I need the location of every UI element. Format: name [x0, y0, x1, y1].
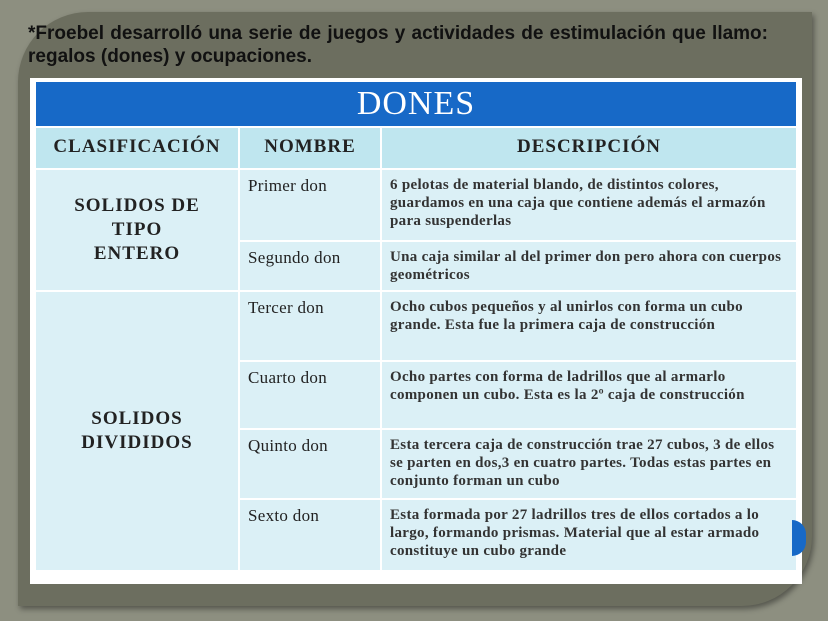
- row-name: Primer don: [240, 170, 380, 240]
- group-solidos-entero: SOLIDOS DE TIPO ENTERO: [36, 170, 238, 290]
- header-descripcion: DESCRIPCIÓN: [382, 128, 796, 168]
- row-desc: Ocho cubos pequeños y al unirlos con forma un cubo grande. Esta fue la primera caja de construcción: [382, 292, 796, 360]
- row-name: Cuarto don: [240, 362, 380, 428]
- row-desc: Una caja similar al del primer don pero ahora con cuerpos geométricos: [382, 242, 796, 290]
- row-desc: Ocho partes con forma de ladrillos que al armarlo componen un cubo. Esta es la 2º caja de construcción: [382, 362, 796, 428]
- row-name: Sexto don: [240, 500, 380, 570]
- row-desc: Esta tercera caja de construcción trae 27 cubos, 3 de ellos se parten en dos,3 en cuatro partes. Todas estas partes en conjunto forman un cubo: [382, 430, 796, 498]
- row-name: Tercer don: [240, 292, 380, 360]
- header-nombre: NOMBRE: [240, 128, 380, 168]
- table-title: DONES: [36, 82, 796, 126]
- group-solidos-divididos: SOLIDOS DIVIDIDOS: [36, 292, 238, 570]
- intro-text: *Froebel desarrolló una serie de juegos y actividades de estimulación que llamo: regalos (dones) y ocupaciones.: [28, 23, 768, 67]
- header-clasificacion: CLASIFICACIÓN: [36, 128, 238, 168]
- row-desc: 6 pelotas de material blando, de distintos colores, guardamos en una caja que contiene además el armazón para suspenderlas: [382, 170, 796, 240]
- row-name: Quinto don: [240, 430, 380, 498]
- row-desc: Esta formada por 27 ladrillos tres de ellos cortados a lo largo, formando prismas. Material que al estar armado constituye un cubo grande: [382, 500, 796, 582]
- row-name: Segundo don: [240, 242, 380, 290]
